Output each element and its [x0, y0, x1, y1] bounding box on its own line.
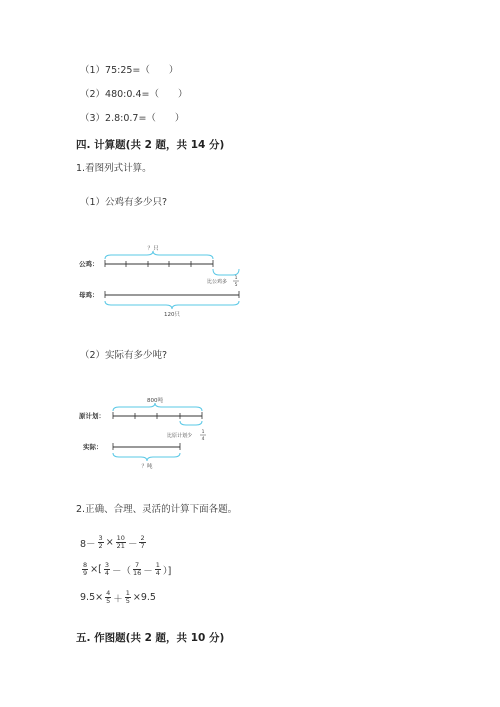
expr3-fraction-2: $\frac{1}{5}$ [125, 589, 130, 605]
expr3-part-c: ×9.5 [132, 592, 156, 603]
section-5-title: 五. 作图题(共 2 题，共 10 分) [76, 632, 225, 644]
expr3-part-a: 9.5× [80, 592, 104, 603]
planned-row-label: 原计划： [79, 412, 105, 420]
expression-3 [80, 590, 156, 605]
hen-row-label: 母鸡： [79, 291, 99, 299]
line-diagram-tonnage [75, 392, 235, 472]
expr1-fraction-3: $\frac{2}{7}$ [140, 534, 145, 550]
question-1-2: （2）实际有多少吨? [80, 350, 168, 361]
expression-2 [80, 562, 171, 577]
question-2: 2.正确、合理、灵活的计算下面各题。 [76, 504, 238, 515]
compare-frac-den-2: 4 [201, 437, 205, 442]
compare-frac-den-1: 5 [234, 283, 238, 288]
question-1: 1.看图列式计算。 [76, 163, 152, 174]
expr2-fraction-2: $\frac{3}{4}$ [104, 561, 109, 577]
expr1-part-c: － [127, 538, 138, 550]
expr1-fraction-1: $\frac{3}{2}$ [98, 534, 103, 550]
section-4-title: 四. 计算题(共 2 题，共 14 分) [76, 139, 225, 151]
compare-label-2: 比原计划少 [167, 433, 193, 439]
hens-total-label: 120只 [164, 312, 180, 318]
planned-amount-label: 800吨 [147, 398, 163, 404]
ratio-item-1: （1）75:25=（ ） [80, 65, 179, 76]
expr2-part-c: － [143, 565, 153, 577]
question-1-1: （1）公鸡有多少只? [80, 197, 168, 208]
expr3-fraction-1: $\frac{4}{5}$ [106, 589, 111, 605]
expr2-part-b: －（ [111, 565, 131, 577]
rooster-row-label: 公鸡： [79, 260, 99, 268]
expr2-fraction-1: $\frac{8}{9}$ [83, 561, 88, 577]
hens-count-label: ？只 [147, 246, 159, 252]
expr2-fraction-3: $\frac{7}{16}$ [132, 561, 142, 577]
line-diagram-chickens [75, 238, 255, 320]
actual-amount-label: ？吨 [141, 464, 153, 470]
expr2-part-a: ×[ [90, 564, 102, 575]
compare-label-1: 比公鸡多 [207, 279, 228, 285]
expr2-fraction-4: $\frac{1}{4}$ [155, 561, 160, 577]
ratio-item-3: （3）2.8:0.7=（ ） [80, 113, 185, 124]
expr2-part-d: ）] [162, 565, 172, 577]
actual-row-label: 实际： [83, 443, 103, 451]
expression-1 [80, 535, 148, 550]
compare-frac-num-2: 1 [201, 430, 205, 435]
compare-frac-num-1: 1 [234, 276, 238, 281]
ratio-item-2: （2）480:0.4=（ ） [80, 89, 188, 100]
expr3-part-b: ＋ [113, 593, 123, 605]
expr1-fraction-2: $\frac{10}{21}$ [116, 534, 125, 550]
expr1-part-a: 8－ [80, 538, 96, 550]
expr1-part-b: × [105, 537, 114, 548]
